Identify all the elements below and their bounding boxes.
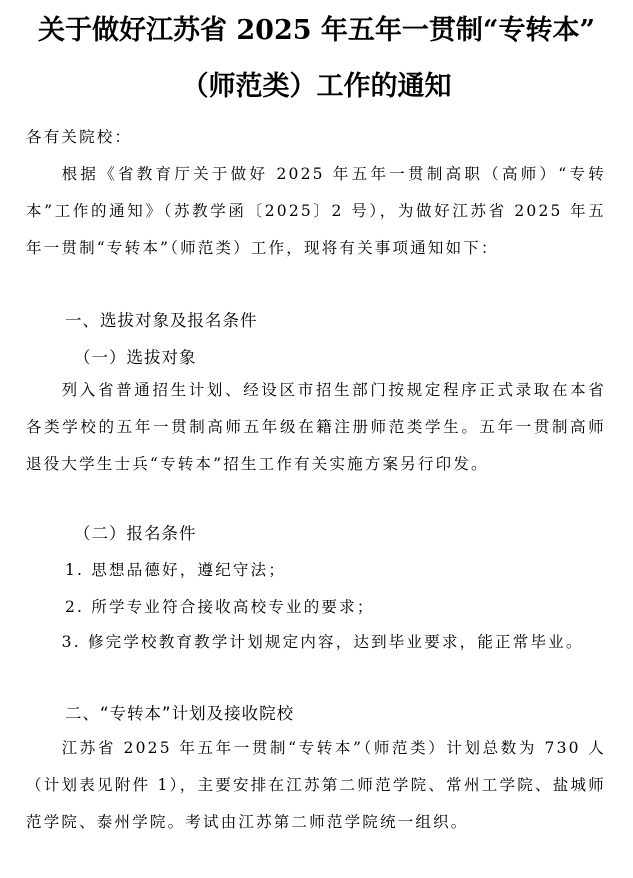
section1-sub2-heading: （二）报名条件 (74, 524, 197, 543)
condition-item-1: 1. 思想品德好，遵纪守法； (65, 561, 287, 579)
condition-item-2: 2. 所学专业符合接收高校专业的要求； (65, 598, 375, 616)
section1-heading: 一、选拔对象及报名条件 (65, 311, 258, 330)
selection-target-paragraph: 列入省普通招生计划、经设区市招生部门按规定程序正式录取在本省各类学校的五年一贯制高师五年级在籍注册师范类学生。五年一贯制高师退役大学生士兵“专转本”招生工作有关实施方案另行印发。 (26, 381, 606, 474)
intro-paragraph: 根据《省教育厅关于做好 2025 年五年一贯制高职（高师）“专转本”工作的通知》（苏教学函〔2025〕2 号），为做好江苏省 2025 年五年一贯制“专转本”（师范类）工作，现将有关事项通知如下： (26, 165, 606, 258)
section2-heading: 二、“专转本”计划及接收院校 (65, 704, 295, 723)
plan-paragraph: 江苏省 2025 年五年一贯制“专转本”（师范类）计划总数为 730 人（计划表见附件 1），主要安排在江苏第二师范学院、常州工学院、盐城师范学院、泰州学院。考试由江苏第二师范学院统一组织。 (26, 739, 606, 832)
document-title-line2: （师范类）工作的通知 (181, 71, 452, 102)
salutation: 各有关院校： (26, 128, 133, 146)
section1-sub1-heading: （一）选拔对象 (74, 348, 197, 367)
document-title-line1: 关于做好江苏省 2025 年五年一贯制“专转本” (37, 15, 595, 46)
condition-item-3: 3. 修完学校教育教学计划规定内容，达到毕业要求，能正常毕业。 (61, 633, 584, 651)
